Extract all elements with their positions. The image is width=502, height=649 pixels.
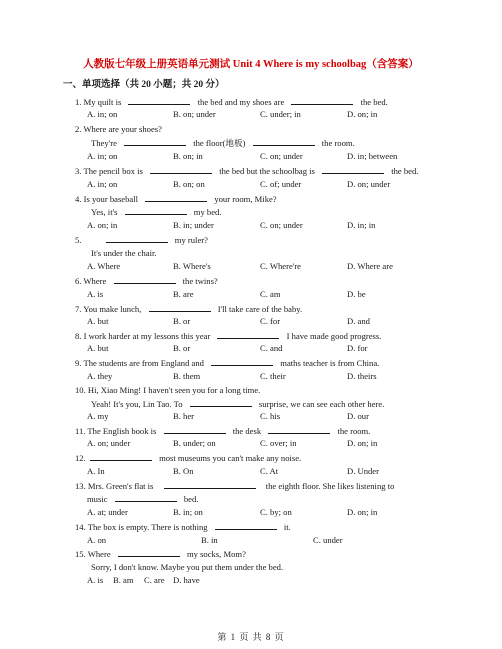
option-c: C. under (313, 535, 343, 545)
question-text: maths teacher is from China. (280, 358, 380, 368)
question-text: my ruler? (174, 235, 208, 245)
question-text: Yeah! It's you, Lin Tao. To (91, 399, 183, 409)
section-heading: 一、单项选择（共 20 小题；共 20 分） (63, 80, 225, 90)
question-2-line-2 (91, 137, 355, 149)
question-5-line-2: It's under the chair. (91, 248, 157, 258)
option-a: A. Where (87, 261, 121, 271)
question-text: They're (91, 138, 117, 148)
option-b: B. in; on (173, 507, 203, 517)
question-3 (75, 165, 418, 177)
question-text: 4. Is your baseball (75, 194, 139, 204)
option-b: B. are (173, 289, 194, 299)
option-d: D. on; under (347, 179, 391, 189)
question-text: I have made good progress. (286, 331, 382, 341)
answer-blank (253, 137, 315, 146)
question-text: the bed but the schoolbag is (219, 166, 315, 176)
option-d: D. have (173, 575, 200, 585)
answer-blank (115, 493, 177, 502)
question-text: your room, Mike? (214, 194, 277, 204)
question-text: music (87, 494, 108, 504)
option-c: C. over; in (260, 438, 297, 448)
answer-blank (114, 275, 176, 284)
question-text: 8. I work harder at my lessons this year (75, 331, 211, 341)
answer-blank (145, 193, 207, 202)
question-4 (75, 193, 277, 205)
question-13-line-2 (87, 493, 198, 505)
question-7 (75, 303, 302, 315)
question-text: the floor(地板) (193, 138, 246, 148)
question-text: 9. The students are from England and (75, 358, 204, 368)
option-d: D. for (347, 343, 368, 353)
question-text: the bed and my shoes are (197, 97, 285, 107)
answer-blank (150, 165, 212, 174)
question-text: 11. The English book is (75, 426, 157, 436)
question-text: the room. (337, 426, 371, 436)
option-a: A. is (87, 575, 104, 585)
question-15-line-2: Sorry, I don't know. Maybe you put them under the bed. (91, 562, 284, 572)
question-text: my bed. (193, 207, 222, 217)
question-text: most museums you can't make any noise. (159, 453, 302, 463)
option-b: B. in; under (173, 220, 214, 230)
option-c: C. are (144, 575, 165, 585)
question-text: 13. Mrs. Green's flat is (75, 481, 154, 491)
option-c: C. Where're (260, 261, 301, 271)
option-b: B. in (201, 535, 218, 545)
question-9 (75, 357, 379, 369)
option-b: B. or (173, 316, 191, 326)
option-d: D. on; in (347, 507, 378, 517)
option-b: B. her (173, 411, 195, 421)
option-c: C. their (260, 371, 286, 381)
question-1 (75, 96, 388, 108)
option-d: D. Where are (347, 261, 393, 271)
answer-blank (190, 398, 252, 407)
option-b: B. am (113, 575, 134, 585)
option-c: C. by; on (260, 507, 292, 517)
option-a: A. In (87, 466, 105, 476)
answer-blank (124, 137, 186, 146)
question-4-line-2 (91, 206, 221, 218)
question-text: 7. You make lunch, (75, 304, 142, 314)
option-d: D. our (347, 411, 369, 421)
option-c: C. under; in (260, 109, 301, 119)
question-13 (75, 480, 394, 492)
question-2: 2. Where are your shoes? (75, 124, 162, 134)
answer-blank (268, 425, 330, 434)
question-text: 5. (75, 235, 82, 245)
question-15 (75, 548, 246, 560)
question-text: the bed. (360, 97, 388, 107)
question-text: 15. Where (75, 549, 111, 559)
question-text: 3. The pencil box is (75, 166, 143, 176)
option-b: B. On (173, 466, 194, 476)
option-a: A. they (87, 371, 113, 381)
option-a: A. in; on (87, 179, 118, 189)
option-a: A. in; on (87, 109, 118, 119)
option-b: B. on; on (173, 179, 205, 189)
option-a: A. on; under (87, 438, 131, 448)
question-text: the desk (232, 426, 262, 436)
question-text: surprise, we can see each other here. (258, 399, 385, 409)
option-a: A. on (87, 535, 107, 545)
option-a: A. on; in (87, 220, 118, 230)
question-8 (75, 330, 381, 342)
option-d: D. and (347, 316, 370, 326)
option-b: B. them (173, 371, 201, 381)
question-text: Yes, it's (91, 207, 118, 217)
option-a: A. in; on (87, 151, 118, 161)
option-a: A. is (87, 289, 104, 299)
question-5 (75, 234, 208, 246)
page-footer: 第 1 页 共 8 页 (217, 632, 285, 642)
option-d: D. Under (347, 466, 379, 476)
option-b: B. under; on (173, 438, 216, 448)
question-10-line-2 (91, 398, 384, 410)
option-c: C. of; under (260, 179, 302, 189)
option-c: C. am (260, 289, 281, 299)
option-c: C. for (260, 316, 281, 326)
question-6 (75, 275, 218, 287)
answer-blank (291, 96, 353, 105)
option-d: D. theirs (347, 371, 377, 381)
option-d: D. on; in (347, 438, 378, 448)
answer-blank (211, 357, 273, 366)
option-b: B. or (173, 343, 191, 353)
answer-blank (215, 521, 277, 530)
question-text: the twins? (182, 276, 218, 286)
question-text: 6. Where (75, 276, 107, 286)
question-text: 14. The box is empty. There is nothing (75, 522, 208, 532)
answer-blank (164, 425, 226, 434)
answer-blank (322, 165, 384, 174)
option-a: A. my (87, 411, 109, 421)
option-b: B. on; in (173, 151, 203, 161)
question-text: it. (283, 522, 291, 532)
question-text: the eighth floor. She likes listening to (265, 481, 395, 491)
question-text: 12. (75, 453, 86, 463)
option-a: A. but (87, 316, 109, 326)
answer-blank (164, 480, 256, 489)
answer-blank (118, 548, 180, 557)
question-14 (75, 521, 291, 533)
question-text: the room. (321, 138, 355, 148)
answer-blank (217, 330, 279, 339)
option-c: C. on; under (260, 220, 303, 230)
option-d: D. on; in (347, 109, 378, 119)
question-10: 10. Hi, Xiao Ming! I haven't seen you for a long time. (75, 385, 261, 395)
option-c: C. and (260, 343, 283, 353)
document-title: 人教版七年级上册英语单元测试 Unit 4 Where is my schoolbag（含答案） (83, 59, 419, 70)
option-a: A. at; under (87, 507, 128, 517)
option-c: C. At (260, 466, 279, 476)
option-a: A. but (87, 343, 109, 353)
answer-blank (125, 206, 187, 215)
question-text: my socks, Mom? (186, 549, 246, 559)
answer-blank (128, 96, 190, 105)
option-c: C. his (260, 411, 281, 421)
option-b: B. on; under (173, 109, 216, 119)
option-d: D. be (347, 289, 366, 299)
option-c: C. on; under (260, 151, 303, 161)
question-text: I'll take care of the baby. (217, 304, 303, 314)
question-12 (75, 452, 301, 464)
option-d: D. in; between (347, 151, 398, 161)
option-d: D. in; in (347, 220, 376, 230)
question-text: the bed. (391, 166, 419, 176)
answer-blank (90, 452, 152, 461)
question-text: 1. My quilt is (75, 97, 122, 107)
question-text: bed. (183, 494, 199, 504)
answer-blank (149, 303, 211, 312)
question-11 (75, 425, 370, 437)
option-b: B. Where's (173, 261, 211, 271)
answer-blank (106, 234, 168, 243)
